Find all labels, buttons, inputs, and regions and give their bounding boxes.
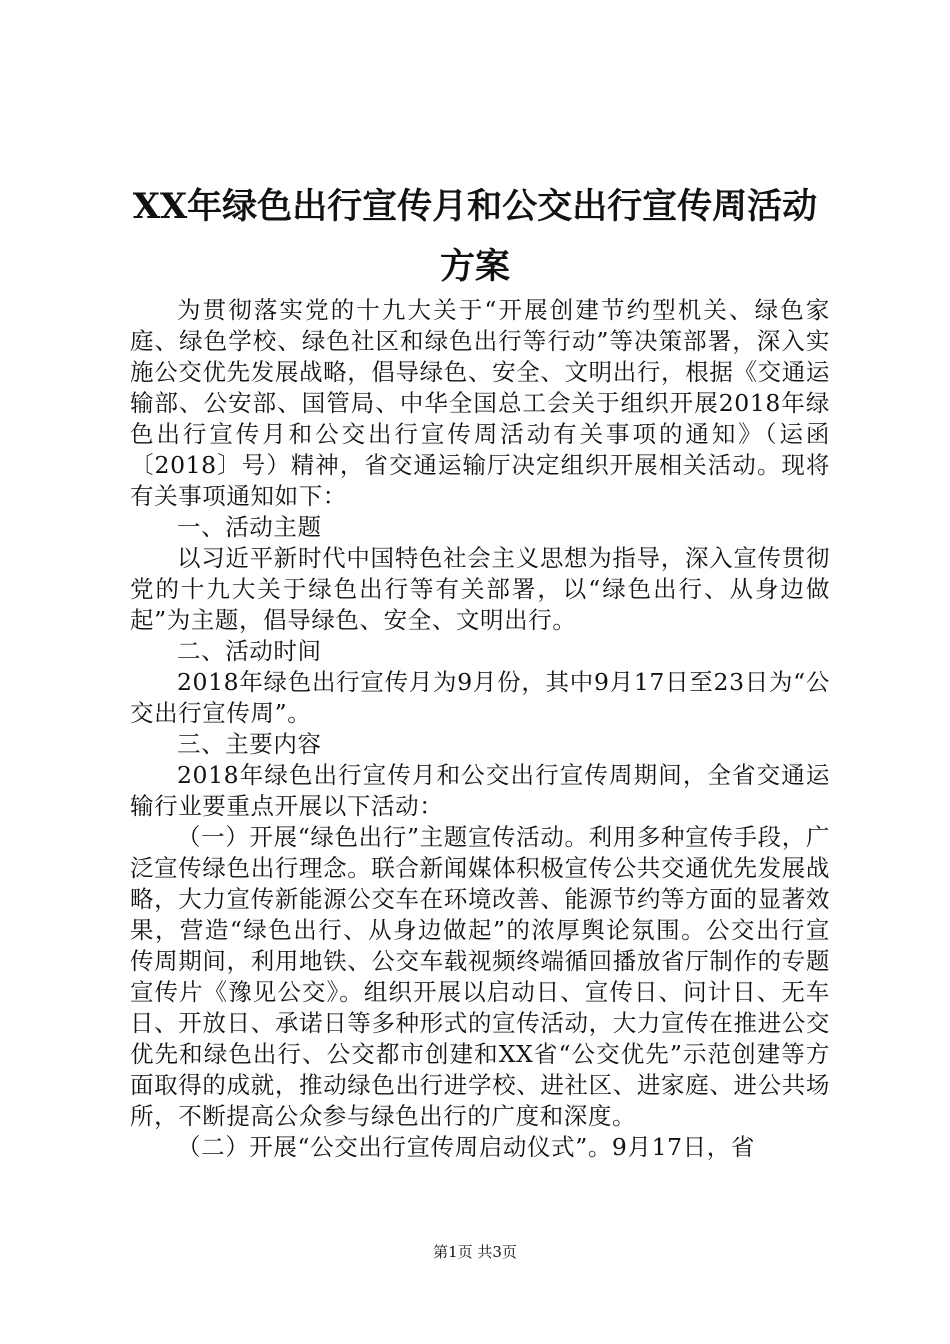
paragraph-time: 2018年绿色出行宣传月为9月份，其中9月17日至23日为“公交出行宣传周”。 xyxy=(130,668,830,727)
section-heading-content: 三、主要内容 xyxy=(177,730,322,758)
paragraph-intro: 为贯彻落实党的十九大关于“开展创建节约型机关、绿色家庭、绿色学校、绿色社区和绿色出行等行动”等决策部署，深入实施公交优先发展战略，倡导绿色、安全、文明出行，根据《交通运输部、公安部、国管局、中华全国总工会关于组织开展2018年绿色出行宣传月和公交出行宣传周活动有关事项的通知》（运函〔2018〕号）精神，省交通运输厅决定组织开展相关活动。现将有关事项通知如下： xyxy=(130,296,830,510)
paragraph-content-intro: 2018年绿色出行宣传月和公交出行宣传周期间，全省交通运输行业要重点开展以下活动： xyxy=(130,761,830,820)
paragraph-item-1: （一）开展“绿色出行”主题宣传活动。利用多种宣传手段，广泛宣传绿色出行理念。联合新闻媒体积极宣传公共交通优先发展战略，大力宣传新能源公交车在环境改善、能源节约等方面的显著效果，营造“绿色出行、从身边做起”的浓厚舆论氛围。公交出行宣传周期间，利用地铁、公交车载视频终端循回播放省厅制作的专题宣传片《豫见公交》。组织开展以启动日、宣传日、问计日、无车日、开放日、承诺日等多种形式的宣传活动，大力宣传在推进公交优先和绿色出行、公交都市创建和XX省“公交优先”示范创建等方面取得的成就，推动绿色出行进学校、进社区、进家庭、进公共场所，不断提高公众参与绿色出行的广度和深度。 xyxy=(130,823,830,1130)
paragraph-theme: 以习近平新时代中国特色社会主义思想为指导，深入宣传贯彻党的十九大关于绿色出行等有关部署，以“绿色出行、从身边做起”为主题，倡导绿色、安全、文明出行。 xyxy=(130,544,830,634)
document-body xyxy=(130,295,830,1163)
page-footer: 第1页 共3页 xyxy=(433,1243,517,1261)
document-title-line-1: XX年绿色出行宣传月和公交出行宣传周活动 xyxy=(132,186,818,227)
section-heading-time: 二、活动时间 xyxy=(177,637,322,665)
paragraph-item-2: （二）开展“公交出行宣传周启动仪式”。9月17日，省 xyxy=(177,1133,755,1161)
document-title-line-2: 方案 xyxy=(439,246,510,287)
section-heading-theme: 一、活动主题 xyxy=(177,513,322,541)
